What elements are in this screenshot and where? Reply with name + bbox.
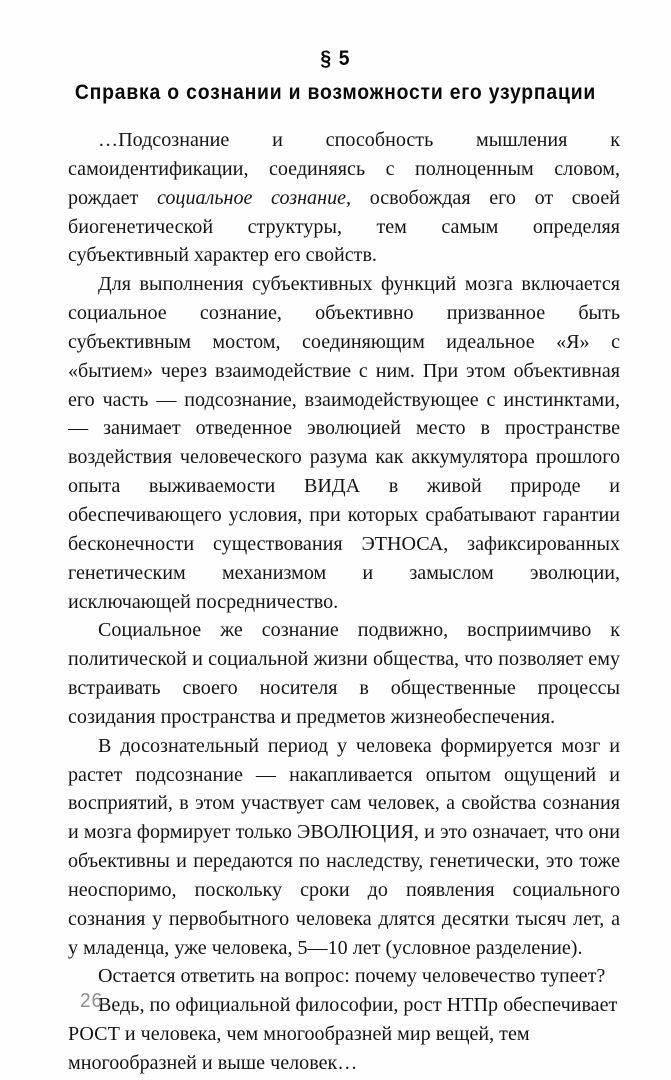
section-heading-block xyxy=(0,46,671,107)
body-paragraph: В досознательный период у человека формируется мозг и растет подсознание — накапливается опытом ощущений и восприятий, в этом участвует сам человек, а свойства сознания и мозга формирует только ЭВОЛЮЦИЯ, и это означает, что они объективны и передаются по наследству, генетически, это тоже неоспоримо, поскольку сроки до появления социального сознания у первобытного человека длятся десятки тысяч лет, а у младенца, уже человека, 5—10 лет (условное разделение). xyxy=(68,734,620,959)
section-mark: § 5 xyxy=(320,47,351,70)
page-number: 26 xyxy=(80,990,104,1012)
body-paragraph: …Подсознание и способность мышления к самоидентификации, соединяясь с полноценным словом, рождает социальное сознание, освобождая его от своей биогенетической структуры, тем самым определяя субъективный характер его свойств. xyxy=(68,129,621,267)
body-paragraph: Для выполнения субъективных функций мозга включается социальное сознание, объективно призванное быть субъективным мостом, соединяющим идеальное «Я» с «бытием» через взаимодействие с ним. При этом объективная его часть — подсознание, взаимодействующее с инстинктами, — занимает отведенное эволюцией место в пространстве воздействия человеческого разума как аккумулятора прошлого опыта выживаемости ВИДА в живой природе и обеспечивающего условия, при которых срабатывают гарантии бесконечности существования ЭТНОСА, зафиксированных генетическим механизмом и замыслом эволюции, исключающей посредничество. xyxy=(68,273,620,613)
body-paragraph: Ведь, по официальной философии, рост НТПр обеспечивает РОСТ и человека, чем многообразней мир вещей, тем многообразней и выше человек… xyxy=(68,994,618,1074)
body-paragraph: Социальное же сознание подвижно, восприимчиво к политической и социальной жизни общества, что позволяет ему встраивать своего носителя в общественные процессы созидания пространства и предметов жизнеобеспечения. xyxy=(68,619,620,728)
body-text-column xyxy=(68,126,620,1078)
page-title: Справка о сознании и возможности его узурпации xyxy=(74,80,597,104)
body-paragraph: Остается ответить на вопрос: почему человечество тупеет? xyxy=(98,965,606,988)
